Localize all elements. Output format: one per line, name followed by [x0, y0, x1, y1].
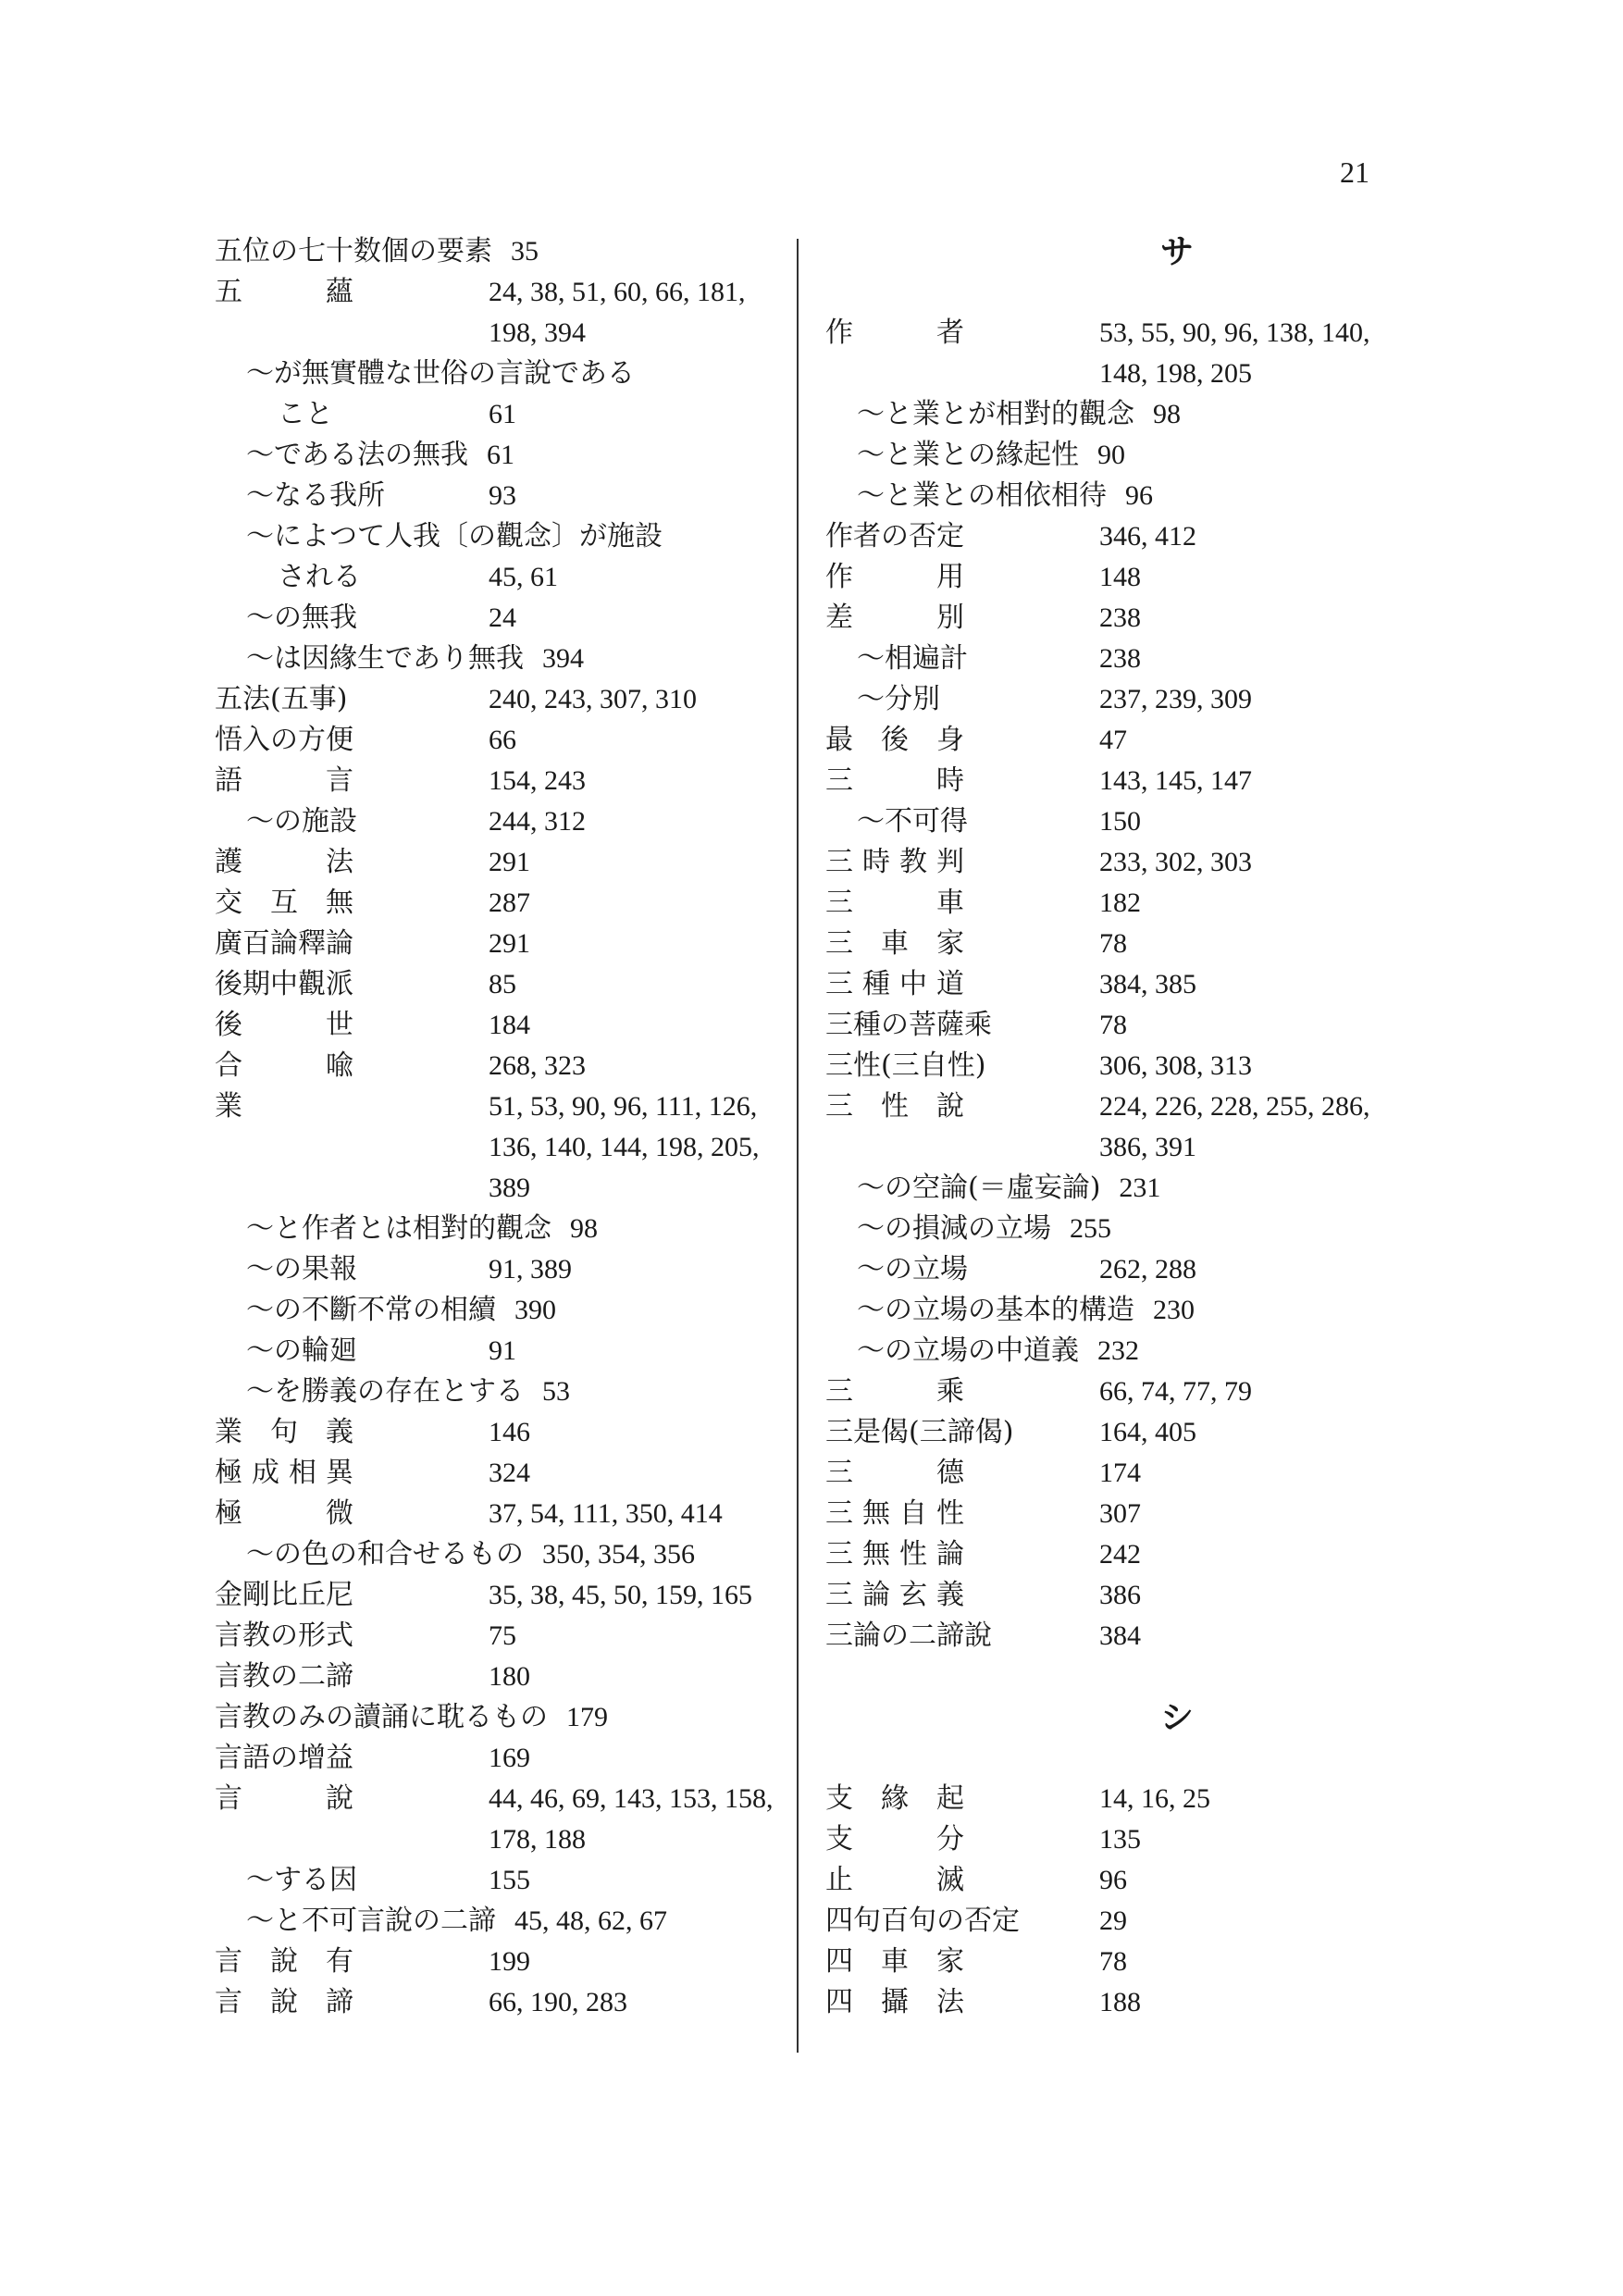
index-subentry — [215, 1901, 788, 1942]
index-entry — [825, 842, 1399, 883]
index-term: ～する因 — [246, 1864, 357, 1896]
index-term: ～の輪廻 — [246, 1334, 357, 1367]
index-page-refs: 231 — [1119, 1173, 1161, 1203]
index-page-refs: 78 — [1099, 1946, 1127, 1977]
index-term: 悟入の方便 — [215, 724, 353, 756]
index-page-refs: 66 — [489, 725, 516, 755]
index-term: 合 喩 — [215, 1049, 353, 1082]
index-term: 廣百論釋論 — [215, 927, 353, 960]
index-entry — [825, 1046, 1399, 1086]
index-entry — [825, 1616, 1399, 1657]
index-entry — [215, 1046, 788, 1086]
index-entry — [825, 313, 1399, 394]
index-entry — [825, 557, 1399, 598]
index-page-refs: 143, 145, 147 — [1099, 765, 1252, 796]
index-page-refs: 230 — [1153, 1295, 1195, 1325]
index-term: 五位の七十数個の要素 — [215, 235, 492, 267]
index-term: 後 世 — [215, 1009, 353, 1041]
index-entry — [215, 1982, 788, 2023]
index-entry-continuation — [215, 394, 788, 435]
index-term: 三 車 家 — [825, 927, 964, 960]
index-term: 言 說 諦 — [215, 1986, 353, 2018]
index-page-refs: 75 — [489, 1620, 516, 1651]
index-entry — [825, 1005, 1399, 1046]
index-page-refs: 287 — [489, 887, 530, 918]
index-term: ～の損減の立場 — [857, 1212, 1051, 1245]
index-entry — [825, 1494, 1399, 1534]
index-page-refs: 164, 405 — [1099, 1417, 1196, 1447]
index-page-refs: 237, 239, 309 — [1099, 684, 1252, 714]
index-term: こと — [278, 398, 333, 430]
index-page-refs: 85 — [489, 969, 516, 999]
index-subentry — [825, 1249, 1399, 1290]
index-term: 止 滅 — [825, 1864, 964, 1896]
index-subentry — [215, 476, 788, 516]
index-page-refs: 232 — [1097, 1335, 1139, 1366]
index-term: ～と業とが相對的觀念 — [857, 398, 1134, 430]
index-term: ～と作者とは相對的觀念 — [246, 1212, 551, 1245]
index-page-refs: 93 — [489, 480, 516, 511]
index-term: 作 者 — [825, 316, 964, 349]
index-page-refs: 180 — [489, 1661, 530, 1692]
index-subentry — [825, 801, 1399, 842]
index-term: ～である法の無我 — [246, 439, 468, 471]
index-entry — [215, 1453, 788, 1494]
index-page-refs: 78 — [1099, 928, 1127, 959]
index-term: 後期中觀派 — [215, 968, 353, 1000]
index-page-refs: 255 — [1070, 1213, 1111, 1244]
index-page-refs: 174 — [1099, 1458, 1141, 1488]
index-subentry — [215, 1249, 788, 1290]
index-page-refs: 96 — [1099, 1865, 1127, 1895]
index-subentry — [825, 1209, 1399, 1249]
index-term: ～相遍計 — [857, 642, 968, 675]
index-entry — [215, 924, 788, 964]
index-entry — [215, 1779, 788, 1860]
index-term: 三性(三自性) — [825, 1049, 986, 1082]
index-page-refs: 384 — [1099, 1620, 1141, 1651]
index-entry — [825, 1819, 1399, 1860]
index-page-refs: 98 — [570, 1213, 598, 1244]
index-term: 五法(五事) — [215, 683, 348, 715]
index-page-refs: 96 — [1125, 480, 1153, 511]
index-term: ～不可得 — [857, 805, 968, 838]
index-entry — [215, 883, 788, 924]
index-term: 三 乘 — [825, 1375, 964, 1408]
index-page-refs: 350, 354, 356 — [542, 1539, 695, 1570]
index-entry — [215, 1616, 788, 1657]
index-term: ～分別 — [857, 683, 940, 715]
index-page-refs: 98 — [1153, 399, 1181, 429]
index-term: 極 成 相 異 — [215, 1457, 353, 1489]
index-term: ～は因緣生であり無我 — [246, 642, 524, 675]
index-entry — [215, 1657, 788, 1697]
index-term: 三 種 中 道 — [825, 968, 964, 1000]
index-entry — [825, 516, 1399, 557]
index-term: ～の立場の中道義 — [857, 1334, 1079, 1367]
index-term: 三 時 — [825, 764, 964, 797]
index-term: 三 德 — [825, 1457, 964, 1489]
index-page-refs: 240, 243, 307, 310 — [489, 684, 697, 714]
index-page-refs: 394 — [542, 643, 584, 674]
index-page-refs: 291 — [489, 928, 530, 959]
index-term: ～の空論(＝虛妄論) — [857, 1172, 1101, 1204]
index-page-refs: 188 — [1099, 1987, 1141, 2017]
index-subentry — [215, 1209, 788, 1249]
index-entry — [215, 272, 788, 354]
index-subentry — [825, 1168, 1399, 1209]
index-subentry — [215, 1860, 788, 1901]
index-term: 作者の否定 — [825, 520, 964, 552]
index-subentry — [825, 639, 1399, 679]
index-term: ～と業との緣起性 — [857, 439, 1079, 471]
index-entry-continuation — [215, 557, 788, 598]
index-page-refs: 346, 412 — [1099, 521, 1196, 552]
index-page-refs: 14, 16, 25 — [1099, 1783, 1210, 1814]
index-entry — [825, 1453, 1399, 1494]
index-column-left — [215, 231, 788, 2023]
index-term: 語 言 — [215, 764, 353, 797]
index-subentry — [215, 354, 788, 394]
index-term: 差 別 — [825, 602, 964, 634]
index-page-refs: 53 — [542, 1376, 570, 1407]
index-term: 三 時 教 判 — [825, 846, 964, 878]
index-page-refs: 182 — [1099, 887, 1141, 918]
index-term: 言 說 — [215, 1782, 353, 1815]
index-term: 業 句 義 — [215, 1416, 353, 1448]
index-term: ～の立場の基本的構造 — [857, 1294, 1134, 1326]
index-subentry — [215, 1371, 788, 1412]
index-page-refs: 324 — [489, 1458, 530, 1488]
index-page-refs: 37, 54, 111, 350, 414 — [489, 1498, 723, 1529]
index-page-refs: 29 — [1099, 1905, 1127, 1936]
index-term: 三 無 性 論 — [825, 1538, 964, 1570]
index-entry — [825, 761, 1399, 801]
index-subentry — [825, 1331, 1399, 1371]
index-subentry — [215, 1331, 788, 1371]
index-term: ～によつて人我〔の觀念〕が施設 — [246, 520, 663, 552]
index-term: 作 用 — [825, 561, 964, 593]
index-entry — [825, 1901, 1399, 1942]
index-entry — [825, 1412, 1399, 1453]
index-page-refs: 148 — [1099, 562, 1141, 592]
index-page-refs: 238 — [1099, 643, 1141, 674]
index-term: 言 說 有 — [215, 1945, 353, 1978]
section-heading: シ — [1159, 1698, 1194, 1737]
index-term: 四 攝 法 — [825, 1986, 964, 2018]
index-subentry — [825, 476, 1399, 516]
index-term: 言教のみの讀誦に耽るもの — [215, 1701, 548, 1733]
index-term: 三種の菩薩乘 — [825, 1009, 992, 1041]
index-term: 四 車 家 — [825, 1945, 964, 1978]
index-term: ～の色の和合せるもの — [246, 1538, 524, 1570]
index-term: ～を勝義の存在とする — [246, 1375, 524, 1408]
index-term: 三是偈(三諦偈) — [825, 1416, 1014, 1448]
index-page-refs: 51, 53, 90, 96, 111, 126, 136, 140, 144, 198, 205, 389 — [489, 1091, 760, 1203]
index-page-refs: 91, 389 — [489, 1254, 572, 1285]
index-column-right — [825, 231, 1399, 2023]
index-entry — [825, 720, 1399, 761]
index-entry — [215, 1412, 788, 1453]
index-page-refs: 146 — [489, 1417, 530, 1447]
index-subentry — [215, 516, 788, 557]
index-page-refs: 179 — [566, 1702, 608, 1732]
index-page-refs: 306, 308, 313 — [1099, 1050, 1252, 1081]
index-term: される — [278, 561, 361, 593]
index-page-refs: 24, 38, 51, 60, 66, 181, 198, 394 — [489, 277, 746, 348]
index-page-refs: 44, 46, 69, 143, 153, 158, 178, 188 — [489, 1783, 774, 1855]
index-entry — [215, 1738, 788, 1779]
index-term: 護 法 — [215, 846, 353, 878]
index-page-refs: 390 — [514, 1295, 556, 1325]
index-entry — [825, 1534, 1399, 1575]
index-page-refs: 35, 38, 45, 50, 159, 165 — [489, 1580, 752, 1610]
index-subentry — [215, 598, 788, 639]
index-term: ～の果報 — [246, 1253, 357, 1285]
index-page-refs: 155 — [489, 1865, 530, 1895]
index-subentry — [215, 435, 788, 476]
index-page-refs: 268, 323 — [489, 1050, 586, 1081]
index-subentry — [825, 679, 1399, 720]
index-entry — [825, 964, 1399, 1005]
index-page-refs: 224, 226, 228, 255, 286, 386, 391 — [1099, 1091, 1370, 1162]
index-entry — [215, 761, 788, 801]
index-entry — [215, 1575, 788, 1616]
index-page-refs: 35 — [511, 236, 539, 267]
index-page-refs: 91 — [489, 1335, 516, 1366]
index-page-refs: 66, 190, 283 — [489, 1987, 627, 2017]
index-page-refs: 184 — [489, 1010, 530, 1040]
index-entry — [825, 1779, 1399, 1819]
index-subentry — [215, 639, 788, 679]
index-page-refs: 135 — [1099, 1824, 1141, 1855]
section-heading: サ — [1159, 232, 1194, 271]
index-term: ～の無我 — [246, 602, 357, 634]
column-divider — [797, 239, 799, 2053]
index-page-refs: 384, 385 — [1099, 969, 1196, 999]
index-term: ～が無實體な世俗の言說である — [246, 357, 635, 390]
index-entry — [215, 1005, 788, 1046]
index-entry — [215, 842, 788, 883]
index-page-refs: 47 — [1099, 725, 1127, 755]
index-term: ～の施設 — [246, 805, 357, 838]
index-page-refs: 169 — [489, 1743, 530, 1773]
index-entry — [215, 720, 788, 761]
index-term: ～の不斷不常の相續 — [246, 1294, 496, 1326]
index-page-refs: 45, 48, 62, 67 — [514, 1905, 667, 1936]
index-subentry — [825, 1290, 1399, 1331]
index-term: 業 — [215, 1090, 242, 1123]
index-entry — [215, 1086, 788, 1209]
index-page-refs: 238 — [1099, 602, 1141, 633]
index-entry — [825, 924, 1399, 964]
index-subentry — [825, 435, 1399, 476]
index-term: ～と不可言說の二諦 — [246, 1905, 496, 1937]
index-term: 三 性 說 — [825, 1090, 964, 1123]
index-page-refs: 199 — [489, 1946, 530, 1977]
index-entry — [825, 598, 1399, 639]
index-term: 四句百句の否定 — [825, 1905, 1020, 1937]
index-page-refs: 307 — [1099, 1498, 1141, 1529]
index-entry — [825, 1982, 1399, 2023]
index-term: 支 分 — [825, 1823, 964, 1855]
index-page-refs: 66, 74, 77, 79 — [1099, 1376, 1252, 1407]
index-entry — [825, 1575, 1399, 1616]
index-page-refs: 244, 312 — [489, 806, 586, 837]
index-term: 言教の形式 — [215, 1620, 353, 1652]
index-entry — [825, 1086, 1399, 1168]
index-entry — [215, 679, 788, 720]
index-page-refs: 61 — [489, 399, 516, 429]
index-term: ～の立場 — [857, 1253, 968, 1285]
index-term: 金剛比丘尼 — [215, 1579, 353, 1611]
index-subentry — [215, 1290, 788, 1331]
index-term: 支 緣 起 — [825, 1782, 964, 1815]
index-page-refs: 262, 288 — [1099, 1254, 1196, 1285]
index-page-refs: 24 — [489, 602, 516, 633]
index-entry — [215, 1697, 788, 1738]
index-term: 三 車 — [825, 887, 964, 919]
index-page-refs: 53, 55, 90, 96, 138, 140, 148, 198, 205 — [1099, 317, 1370, 389]
index-term: ～なる我所 — [246, 479, 385, 512]
index-term: 交 互 無 — [215, 887, 353, 919]
index-page-refs: 233, 302, 303 — [1099, 847, 1252, 877]
index-term: 三論の二諦說 — [825, 1620, 992, 1652]
index-page-refs: 242 — [1099, 1539, 1141, 1570]
index-entry — [825, 1860, 1399, 1901]
index-page-refs: 291 — [489, 847, 530, 877]
index-page-refs: 61 — [487, 440, 514, 470]
index-term: 言教の二諦 — [215, 1660, 353, 1693]
index-entry — [215, 1942, 788, 1982]
index-entry — [215, 231, 788, 272]
index-entry — [215, 964, 788, 1005]
index-term: 極 微 — [215, 1497, 353, 1530]
index-entry — [825, 883, 1399, 924]
index-subentry — [215, 801, 788, 842]
index-entry — [825, 1371, 1399, 1412]
index-page-refs: 90 — [1097, 440, 1125, 470]
index-term: 三 論 玄 義 — [825, 1579, 964, 1611]
index-subentry — [825, 394, 1399, 435]
index-page-refs: 45, 61 — [489, 562, 558, 592]
index-page-refs: 150 — [1099, 806, 1141, 837]
index-entry — [215, 1494, 788, 1534]
index-page-refs: 386 — [1099, 1580, 1141, 1610]
page-number: 21 — [1340, 155, 1369, 189]
index-page-refs: 154, 243 — [489, 765, 586, 796]
index-term: 言語の增益 — [215, 1742, 353, 1774]
index-term: 三 無 自 性 — [825, 1497, 964, 1530]
index-entry — [825, 1942, 1399, 1982]
index-term: 最 後 身 — [825, 724, 964, 756]
index-term: 五 蘊 — [215, 276, 353, 308]
index-subentry — [215, 1534, 788, 1575]
index-page-refs: 78 — [1099, 1010, 1127, 1040]
index-term: ～と業との相依相待 — [857, 479, 1107, 512]
